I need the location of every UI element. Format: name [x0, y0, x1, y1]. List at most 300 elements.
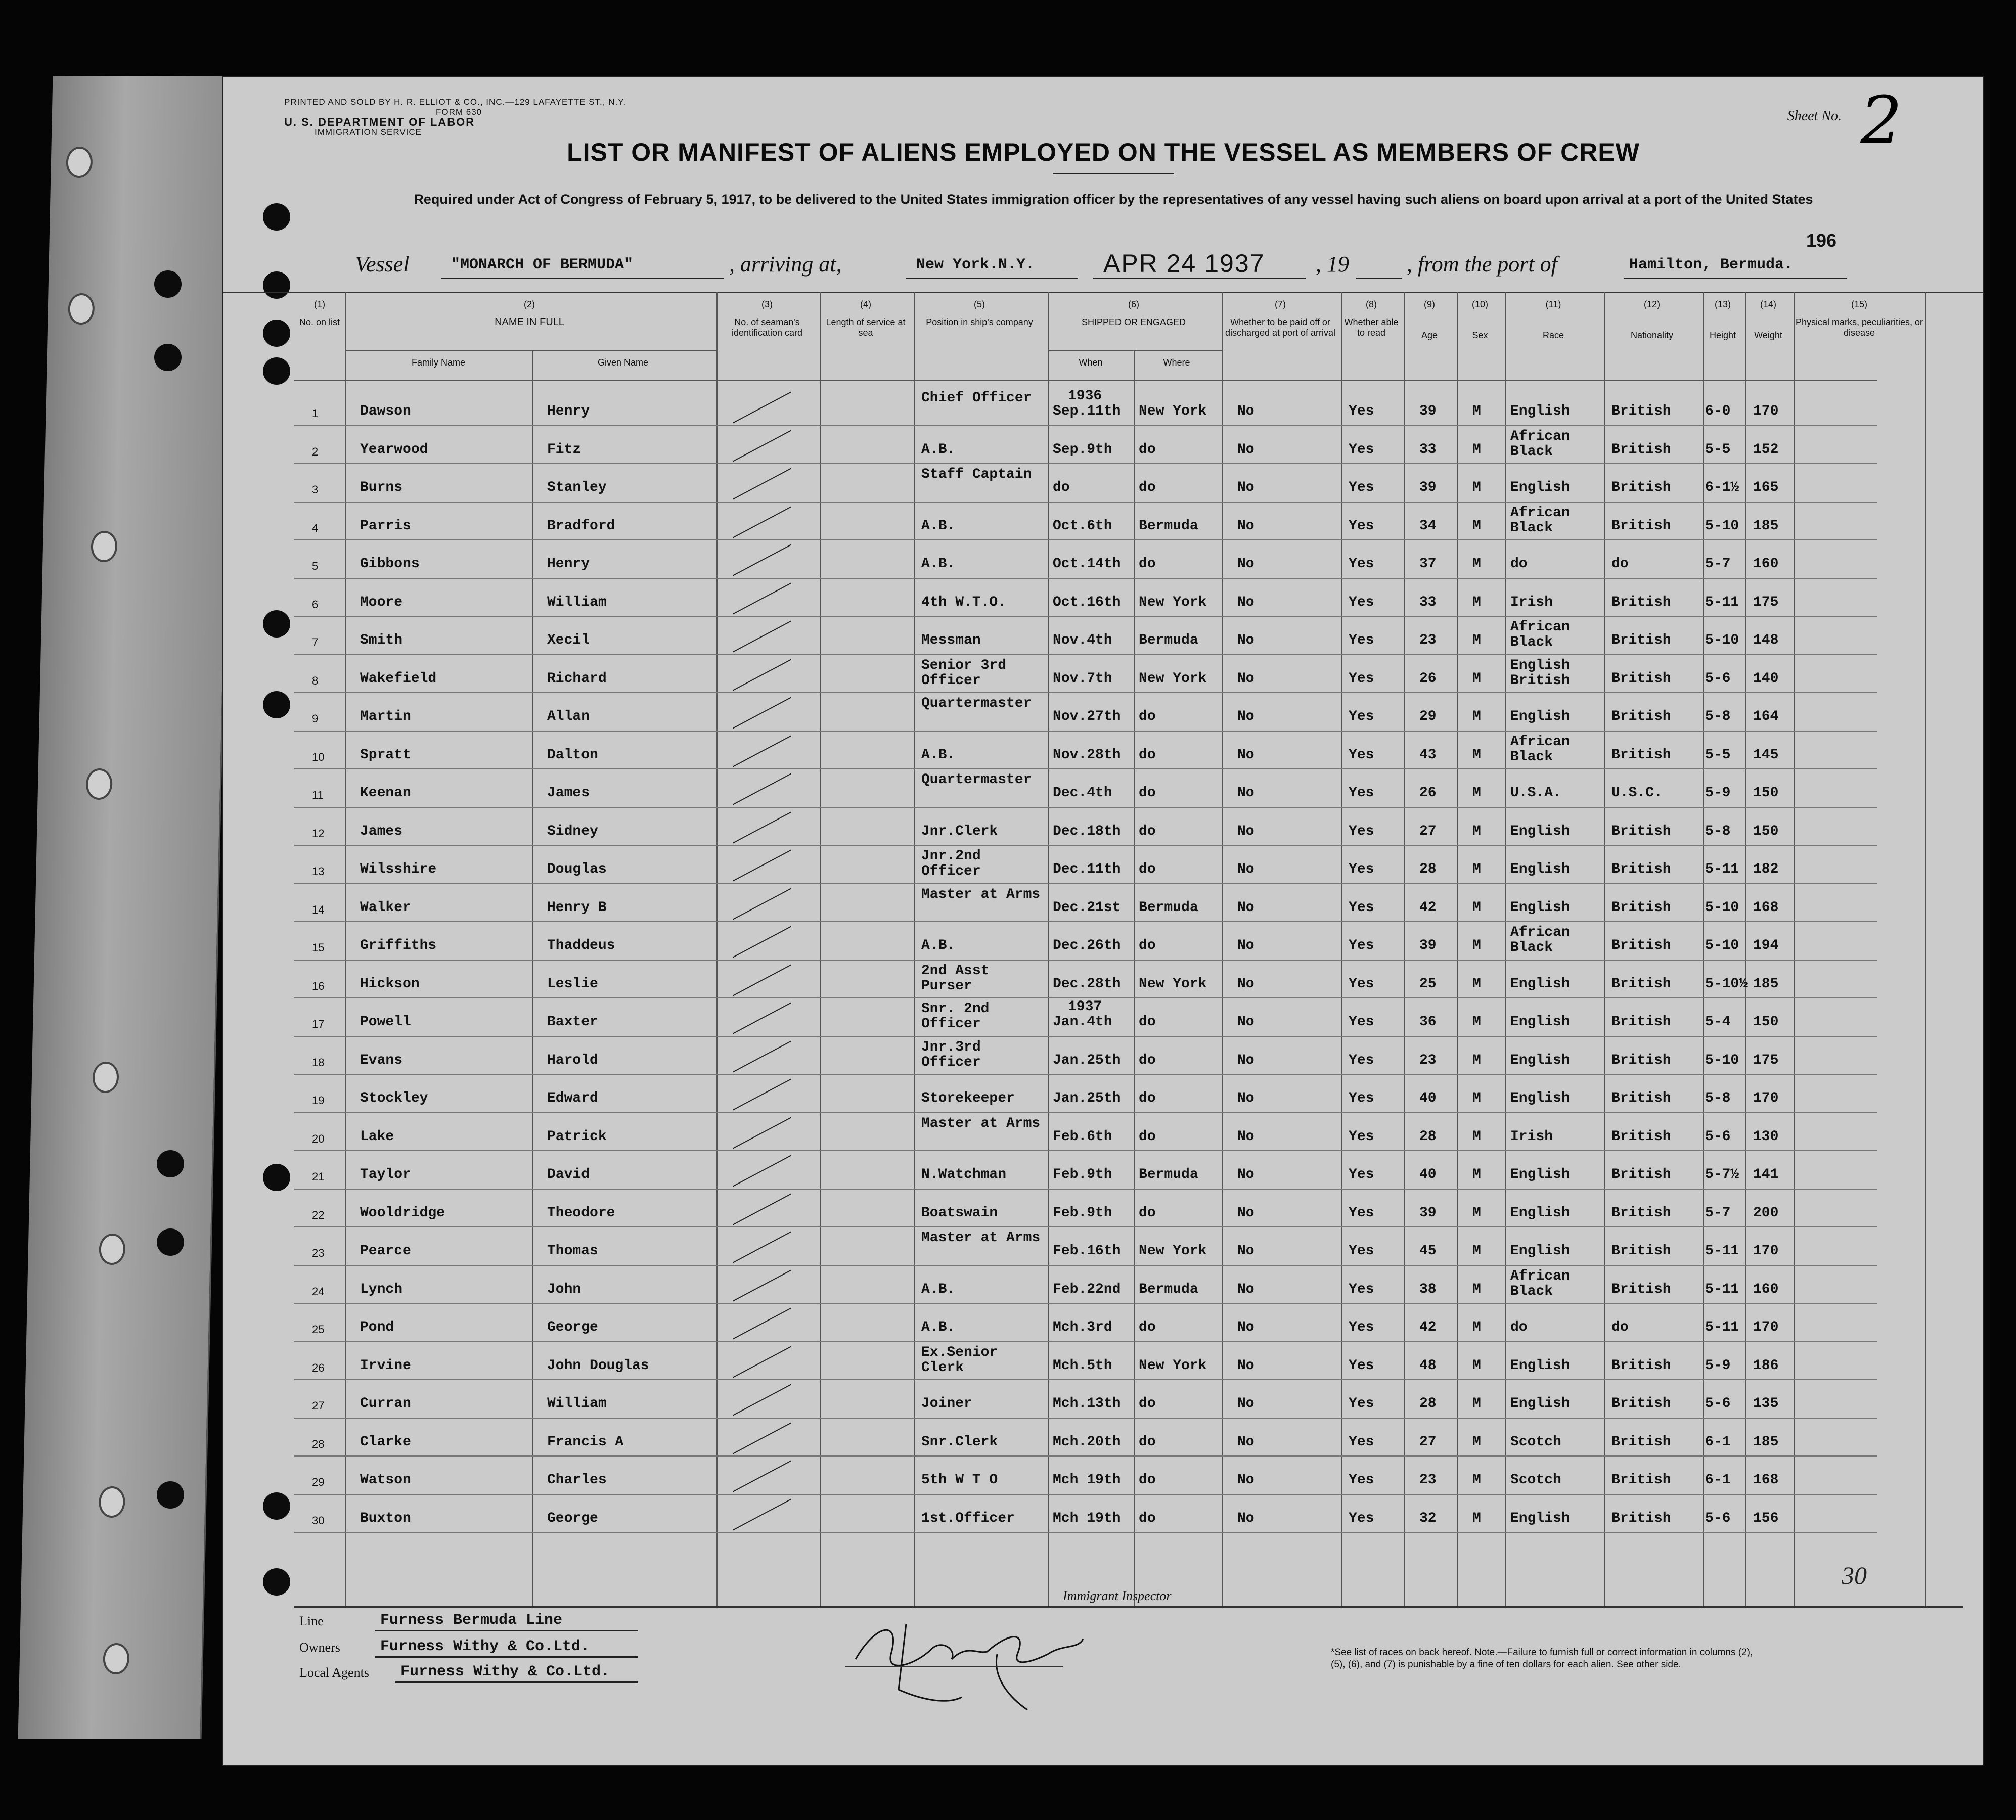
crew-height: 5-11: [1705, 1281, 1739, 1297]
printer-credit: PRINTED AND SOLD BY H. R. ELLIOT & CO., INC.—129 LAFAYETTE ST., N.Y.: [284, 97, 626, 107]
punch-hole: [157, 1228, 184, 1256]
crew-family-name: Wilsshire: [360, 861, 437, 877]
crew-height: 5-10: [1705, 518, 1739, 534]
crew-shipped-where: do: [1139, 1205, 1156, 1221]
row-rule: [294, 463, 1877, 464]
crew-race: African Black: [1510, 428, 1570, 460]
footer-note: *See list of races on back hereof. Note.—Failure to furnish full or correct information in columns (2), (5), (6), and (7) is punishable by a fine of ten dollars for each alien. See other side.: [1331, 1647, 1753, 1670]
crew-able-to-read: Yes: [1349, 556, 1374, 572]
crew-height: 6-1: [1705, 1434, 1731, 1450]
crew-shipped-where: New York: [1139, 976, 1207, 992]
column-rule: [1703, 292, 1704, 1606]
row-rule: [294, 1379, 1877, 1380]
column-rule: [820, 292, 821, 1606]
crew-sex: M: [1472, 823, 1481, 839]
crew-family-name: Stockley: [360, 1090, 428, 1106]
crew-age: 28: [1419, 1396, 1437, 1412]
sheet-number-label: Sheet No.: [1787, 108, 1842, 124]
crew-paid-off: No: [1237, 709, 1255, 724]
crew-height: 5-7: [1705, 556, 1731, 572]
crew-able-to-read: Yes: [1349, 1472, 1374, 1488]
crew-weight: 185: [1753, 1434, 1779, 1450]
crew-row-number: 21: [312, 1170, 325, 1183]
row-rule: [294, 997, 1877, 998]
col-header-race: (11) Race: [1542, 299, 1564, 340]
crew-able-to-read: Yes: [1349, 1510, 1374, 1526]
crew-shipped-when: Jan.4th: [1053, 1014, 1112, 1030]
crew-family-name: Watson: [360, 1472, 411, 1488]
crew-family-name: Taylor: [360, 1167, 411, 1182]
crew-able-to-read: Yes: [1349, 1014, 1374, 1030]
crew-family-name: Clarke: [360, 1434, 411, 1450]
crew-row-number: 6: [312, 598, 319, 611]
binder-hole: [91, 531, 117, 562]
crew-shipped-when: Nov.27th: [1053, 709, 1121, 724]
crew-race: English: [1510, 823, 1570, 839]
crew-paid-off: No: [1237, 632, 1255, 648]
crew-shipped-when: Feb.22nd: [1053, 1281, 1121, 1297]
crew-given-name: Bradford: [547, 518, 615, 534]
crew-age: 43: [1419, 747, 1437, 763]
crew-shipped-where: do: [1139, 1472, 1156, 1488]
crew-family-name: Hickson: [360, 976, 420, 992]
crew-shipped-when: do: [1053, 480, 1070, 495]
crew-given-name: Fitz: [547, 441, 581, 458]
crew-row-number: 20: [312, 1132, 325, 1145]
inspector-label: Immigrant Inspector: [1063, 1588, 1172, 1603]
crew-age: 32: [1419, 1510, 1437, 1526]
crew-shipped-where: do: [1139, 1014, 1156, 1030]
crew-height: 5-4: [1705, 1014, 1731, 1030]
crew-nationality: British: [1611, 1205, 1671, 1221]
crew-shipped-where: New York: [1139, 403, 1207, 419]
row-rule: [294, 539, 1877, 540]
crew-position: N.Watchman: [921, 1167, 1007, 1182]
crew-weight: 168: [1753, 899, 1779, 916]
crew-row-number: 4: [312, 521, 319, 534]
crew-shipped-when: Mch 19th: [1053, 1510, 1121, 1526]
crew-nationality: British: [1611, 670, 1671, 687]
from-port-label: , from the port of: [1407, 252, 1557, 277]
id-card-dash-mark: [733, 1193, 791, 1225]
crew-family-name: Smith: [360, 632, 403, 648]
crew-shipped-where: Bermuda: [1139, 632, 1198, 648]
crew-nationality: British: [1611, 1434, 1671, 1450]
row-rule: [294, 731, 1877, 732]
crew-height: 5-11: [1705, 861, 1739, 877]
col-header-family-name: Family Name: [411, 357, 465, 368]
row-rule: [294, 1265, 1877, 1266]
binder-strip: [18, 76, 237, 1739]
crew-shipped-when: Dec.26th: [1053, 938, 1121, 953]
crew-family-name: Keenan: [360, 785, 411, 801]
col-header-shipped: (6) SHIPPED OR ENGAGED When Where: [1048, 299, 1220, 328]
crew-paid-off: No: [1237, 518, 1255, 534]
crew-given-name: William: [547, 1396, 607, 1412]
crew-weight: 185: [1753, 518, 1779, 534]
crew-family-name: Dawson: [360, 403, 411, 419]
crew-position: Chief Officer: [921, 390, 1032, 406]
crew-race: English: [1510, 403, 1570, 419]
crew-given-name: John: [547, 1281, 581, 1297]
crew-family-name: Griffiths: [360, 938, 437, 953]
crew-age: 28: [1419, 861, 1437, 877]
col-header-service-length: (4) Length of service at sea: [826, 299, 906, 338]
crew-given-name: Xecil: [547, 632, 590, 648]
serial-number: 196: [1806, 230, 1837, 251]
crew-age: 23: [1419, 1052, 1437, 1068]
agents-label: Local Agents: [299, 1665, 369, 1680]
crew-position: Master at Arms: [921, 886, 1041, 902]
row-rule: [294, 845, 1877, 846]
underline: [1624, 278, 1847, 279]
crew-given-name: Harold: [547, 1052, 598, 1068]
line-value: Furness Bermuda Line: [380, 1612, 563, 1629]
id-card-dash-mark: [733, 1269, 791, 1301]
row-rule: [294, 921, 1877, 922]
col-header-given-name: Given Name: [597, 357, 649, 368]
crew-position: Master at Arms: [921, 1115, 1041, 1131]
crew-sex: M: [1472, 1243, 1481, 1259]
crew-given-name: Henry: [547, 403, 590, 419]
id-card-dash-mark: [733, 544, 791, 576]
title-divider: [1053, 173, 1174, 174]
line-label: Line: [299, 1614, 324, 1628]
crew-able-to-read: Yes: [1349, 441, 1374, 458]
page-subtitle: Required under Act of Congress of February 5, 1917, to be delivered to the United States immigration officer by the representatives of any vessel having such aliens on board upon arrival at a port of the United States: [414, 192, 1813, 207]
crew-paid-off: No: [1237, 403, 1255, 419]
id-card-dash-mark: [733, 621, 791, 653]
punch-hole: [263, 357, 290, 385]
crew-age: 36: [1419, 1014, 1437, 1030]
id-card-dash-mark: [733, 964, 791, 996]
crew-row-number: 22: [312, 1208, 325, 1221]
crew-position: Staff Captain: [921, 467, 1032, 482]
crew-age: 34: [1419, 518, 1437, 534]
crew-row-number: 9: [312, 712, 319, 725]
crew-count-note: 30: [1842, 1561, 1867, 1589]
crew-sex: M: [1472, 1167, 1481, 1182]
crew-family-name: Curran: [360, 1396, 411, 1412]
crew-able-to-read: Yes: [1349, 670, 1374, 687]
crew-height: 5-8: [1705, 1090, 1731, 1106]
row-rule: [294, 1303, 1877, 1304]
crew-given-name: David: [547, 1167, 590, 1182]
row-rule: [294, 1455, 1877, 1457]
binder-hole: [103, 1643, 129, 1674]
crew-nationality: British: [1611, 1357, 1671, 1374]
crew-shipped-where: do: [1139, 1052, 1156, 1068]
crew-race: Scotch: [1510, 1434, 1561, 1450]
crew-weight: 170: [1753, 1090, 1779, 1106]
crew-sex: M: [1472, 1434, 1481, 1450]
row-rule: [294, 654, 1877, 655]
crew-age: 23: [1419, 632, 1437, 648]
punch-hole: [263, 1492, 290, 1520]
col-header-position: (5) Position in ship's company: [926, 299, 1033, 327]
crew-weight: 135: [1753, 1396, 1779, 1412]
crew-able-to-read: Yes: [1349, 1434, 1374, 1450]
crew-paid-off: No: [1237, 1167, 1255, 1182]
crew-family-name: Walker: [360, 899, 411, 916]
crew-height: 5-7: [1705, 1205, 1731, 1221]
crew-row-number: 16: [312, 979, 325, 992]
crew-given-name: Theodore: [547, 1205, 615, 1221]
id-card-dash-mark: [733, 430, 791, 462]
id-card-dash-mark: [733, 888, 791, 920]
crew-position: A.B.: [921, 441, 956, 458]
crew-family-name: Wooldridge: [360, 1205, 445, 1221]
crew-position: A.B.: [921, 1281, 956, 1297]
punch-hole: [263, 1164, 290, 1191]
crew-age: 40: [1419, 1167, 1437, 1182]
row-rule: [294, 1494, 1877, 1495]
crew-able-to-read: Yes: [1349, 1205, 1374, 1221]
id-card-dash-mark: [733, 582, 791, 614]
column-rule: [1745, 292, 1746, 1606]
crew-weight: 185: [1753, 976, 1779, 992]
id-card-dash-mark: [733, 926, 791, 958]
column-rule: [716, 292, 718, 1606]
crew-able-to-read: Yes: [1349, 403, 1374, 419]
crew-sex: M: [1472, 938, 1481, 953]
row-rule: [294, 883, 1877, 884]
crew-age: 37: [1419, 556, 1437, 572]
row-rule: [294, 1074, 1877, 1075]
crew-able-to-read: Yes: [1349, 1052, 1374, 1068]
crew-row-number: 19: [312, 1094, 325, 1107]
crew-shipped-where: do: [1139, 861, 1156, 877]
crew-able-to-read: Yes: [1349, 1396, 1374, 1412]
crew-shipped-where: do: [1139, 938, 1156, 953]
column-rule: [1505, 292, 1506, 1606]
crew-paid-off: No: [1237, 976, 1255, 992]
crew-shipped-where: do: [1139, 556, 1156, 572]
crew-age: 42: [1419, 899, 1437, 916]
crew-row-number: 30: [312, 1514, 325, 1527]
column-rule: [1457, 292, 1458, 1606]
crew-nationality: British: [1611, 1167, 1671, 1182]
crew-weight: 150: [1753, 823, 1779, 839]
crew-nationality: British: [1611, 1472, 1671, 1488]
crew-shipped-where: do: [1139, 785, 1156, 801]
row-rule: [294, 1418, 1877, 1419]
id-card-dash-mark: [733, 1498, 791, 1530]
crew-paid-off: No: [1237, 670, 1255, 687]
crew-race: do: [1510, 1320, 1528, 1335]
crew-family-name: Powell: [360, 1014, 411, 1030]
crew-able-to-read: Yes: [1349, 976, 1374, 992]
crew-shipped-where: do: [1139, 441, 1156, 458]
crew-row-number: 18: [312, 1056, 325, 1069]
crew-sex: M: [1472, 1090, 1481, 1106]
service-name: IMMIGRATION SERVICE: [315, 127, 422, 137]
crew-family-name: Parris: [360, 518, 411, 534]
crew-shipped-where: Bermuda: [1139, 899, 1198, 916]
crew-nationality: British: [1611, 1281, 1671, 1297]
row-rule: [294, 692, 1877, 693]
row-rule: [294, 1532, 1877, 1533]
crew-race: Irish: [1510, 1128, 1553, 1145]
column-rule: [1604, 292, 1605, 1606]
crew-row-number: 27: [312, 1399, 325, 1412]
crew-able-to-read: Yes: [1349, 1281, 1374, 1297]
crew-nationality: British: [1611, 632, 1671, 648]
col-header-height: (13) Height: [1709, 299, 1736, 340]
underline: [906, 278, 1078, 279]
crew-race: African Black: [1510, 925, 1570, 956]
crew-paid-off: No: [1237, 823, 1255, 839]
punch-hole: [263, 203, 290, 231]
id-card-dash-mark: [733, 735, 791, 767]
crew-race: English: [1510, 1205, 1570, 1221]
crew-age: 39: [1419, 1205, 1437, 1221]
table-bottom-rule: [294, 1606, 1963, 1608]
crew-age: 29: [1419, 709, 1437, 724]
crew-weight: 200: [1753, 1205, 1779, 1221]
crew-paid-off: No: [1237, 1472, 1255, 1488]
crew-shipped-where: do: [1139, 1128, 1156, 1145]
col-header-paid-off: (7) Whether to be paid off or discharged at port of arrival: [1225, 299, 1336, 338]
id-card-dash-mark: [733, 1461, 791, 1492]
crew-race: English: [1510, 1052, 1570, 1068]
crew-able-to-read: Yes: [1349, 480, 1374, 495]
crew-age: 45: [1419, 1243, 1437, 1259]
crew-race: English: [1510, 1510, 1570, 1526]
row-rule: [294, 1189, 1877, 1190]
crew-shipped-when: Jan.25th: [1053, 1090, 1121, 1106]
crew-age: 23: [1419, 1472, 1437, 1488]
crew-sex: M: [1472, 441, 1481, 458]
agents-value: Furness Withy & Co.Ltd.: [400, 1663, 610, 1680]
col-header-read: (8) Whether able to read: [1344, 299, 1399, 338]
crew-paid-off: No: [1237, 1320, 1255, 1335]
crew-row-number: 28: [312, 1437, 325, 1450]
crew-given-name: Sidney: [547, 823, 598, 839]
crew-able-to-read: Yes: [1349, 632, 1374, 648]
crew-shipped-when: Nov.4th: [1053, 632, 1112, 648]
crew-weight: 152: [1753, 441, 1779, 458]
crew-year-note: 1937: [1068, 999, 1102, 1015]
crew-nationality: British: [1611, 594, 1671, 610]
crew-race: English British: [1510, 657, 1570, 689]
crew-given-name: Douglas: [547, 861, 607, 877]
crew-age: 27: [1419, 823, 1437, 839]
punch-hole: [154, 270, 182, 298]
crew-nationality: U.S.C.: [1611, 785, 1663, 801]
crew-height: 5-10: [1705, 632, 1739, 648]
punch-hole: [154, 344, 182, 371]
column-rule: [914, 292, 915, 1606]
crew-row-number: 10: [312, 750, 325, 763]
crew-shipped-where: do: [1139, 1396, 1156, 1412]
crew-shipped-where: do: [1139, 1320, 1156, 1335]
crew-weight: 140: [1753, 670, 1779, 687]
crew-shipped-when: Mch 19th: [1053, 1472, 1121, 1488]
crew-family-name: Irvine: [360, 1357, 411, 1374]
id-card-dash-mark: [733, 1155, 791, 1187]
crew-given-name: Thomas: [547, 1243, 598, 1259]
crew-age: 28: [1419, 1128, 1437, 1145]
id-card-dash-mark: [733, 1003, 791, 1034]
crew-shipped-where: New York: [1139, 1243, 1207, 1259]
vessel-name: "MONARCH OF BERMUDA": [451, 256, 634, 274]
crew-sex: M: [1472, 785, 1481, 801]
crew-position: Quartermaster: [921, 772, 1032, 788]
crew-sex: M: [1472, 1357, 1481, 1374]
crew-age: 33: [1419, 441, 1437, 458]
name-subheader-rule: [345, 350, 716, 351]
col-header-no: (1) No. on list: [299, 299, 340, 327]
crew-shipped-when: Dec.28th: [1053, 976, 1121, 992]
crew-position: A.B.: [921, 518, 956, 534]
id-card-dash-mark: [733, 1232, 791, 1263]
col-header-where: Where: [1163, 357, 1190, 368]
id-card-dash-mark: [733, 1384, 791, 1416]
crew-given-name: Baxter: [547, 1014, 598, 1030]
arriving-port: New York.N.Y.: [916, 256, 1035, 274]
form-number: FORM 630: [436, 107, 482, 117]
arriving-label: , arriving at,: [729, 252, 842, 277]
crew-position: Snr. 2nd Officer: [921, 1001, 990, 1032]
id-card-dash-mark: [733, 1117, 791, 1149]
crew-family-name: Gibbons: [360, 556, 420, 572]
crew-shipped-where: Bermuda: [1139, 518, 1198, 534]
crew-height: 6-0: [1705, 403, 1731, 419]
crew-race: do: [1510, 556, 1528, 572]
col-header-name: (2) NAME IN FULL Family Name Given Name: [345, 299, 714, 328]
crew-row-number: 12: [312, 827, 325, 840]
crew-row-number: 26: [312, 1361, 325, 1374]
crew-position: A.B.: [921, 747, 956, 763]
col-header-weight: (14) Weight: [1754, 299, 1782, 340]
column-rule: [1341, 292, 1342, 1606]
crew-given-name: George: [547, 1510, 598, 1526]
crew-shipped-when: Mch.3rd: [1053, 1320, 1112, 1335]
crew-race: English: [1510, 861, 1570, 877]
crew-able-to-read: Yes: [1349, 709, 1374, 724]
crew-height: 5-5: [1705, 747, 1731, 763]
crew-age: 42: [1419, 1320, 1437, 1335]
crew-age: 26: [1419, 785, 1437, 801]
crew-height: 5-10½: [1705, 976, 1748, 992]
crew-paid-off: No: [1237, 899, 1255, 916]
crew-paid-off: No: [1237, 1510, 1255, 1526]
crew-row-number: 29: [312, 1476, 325, 1488]
crew-race: English: [1510, 1396, 1570, 1412]
shipped-subheader-rule: [1048, 350, 1222, 351]
crew-nationality: British: [1611, 480, 1671, 495]
crew-nationality: British: [1611, 1243, 1671, 1259]
crew-nationality: British: [1611, 1052, 1671, 1068]
crew-position: Jnr.Clerk: [921, 823, 998, 839]
crew-position: Joiner: [921, 1396, 972, 1412]
crew-family-name: James: [360, 823, 403, 839]
crew-weight: 150: [1753, 785, 1779, 801]
form-header-block: [284, 97, 626, 138]
crew-sex: M: [1472, 899, 1481, 916]
crew-height: 5-10: [1705, 938, 1739, 953]
binder-hole: [85, 768, 112, 800]
column-rule: [345, 292, 346, 1606]
crew-family-name: Moore: [360, 594, 403, 610]
crew-weight: 141: [1753, 1167, 1779, 1182]
crew-shipped-where: New York: [1139, 1357, 1207, 1374]
crew-given-name: Leslie: [547, 976, 598, 992]
crew-age: 26: [1419, 670, 1437, 687]
punch-hole: [263, 271, 290, 299]
crew-position: 1st.Officer: [921, 1510, 1015, 1526]
